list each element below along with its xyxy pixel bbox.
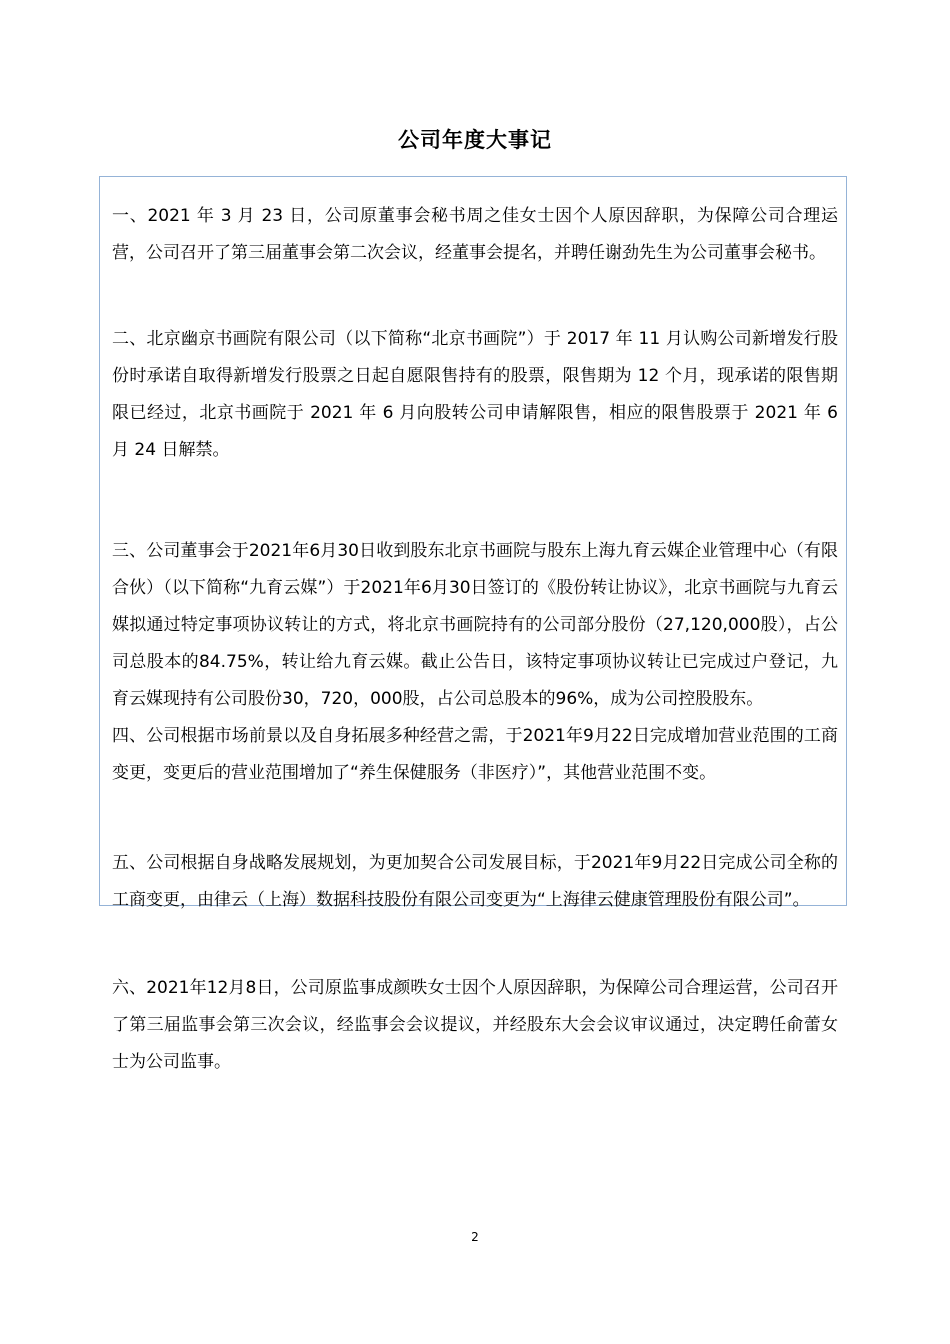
- page-number: 2: [471, 1230, 479, 1244]
- event-paragraph-5: 五、公司根据自身战略发展规划，为更加契合公司发展目标，于2021年9月22日完成公司全称的工商变更，由律云（上海）数据科技股份有限公司变更为“上海律云健康管理股份有限公司”。: [112, 853, 838, 910]
- events-frame: [99, 176, 847, 1072]
- event-paragraph-1: 一、2021 年 3 月 23 日，公司原董事会秘书周之佳女士因个人原因辞职，为保障公司合理运营，公司召开了第三届董事会第二次会议，经董事会提名，并聘任谢劲先生为公司董事会秘书。: [112, 206, 838, 263]
- event-paragraph-3: 三、公司董事会于2021年6月30日收到股东北京书画院与股东上海九育云媒企业管理中心（有限合伙）（以下简称“九育云媒”）于2021年6月30日签订的《股份转让协议》，北京书画院与九育云媒拟通过特定事项协议转让的方式，将北京书画院持有的公司部分股份（27,120,000股），占公司总股本的84.75%，转让给九育云媒。截止公告日，该特定事项协议转让已完成过户登记，九育云媒现持有公司股份30，720，000股，占公司总股本的96%，成为公司控股股东。: [112, 541, 838, 709]
- event-paragraph-2: 二、北京幽京书画院有限公司（以下简称“北京书画院”）于 2017 年 11 月认购公司新增发行股份时承诺自取得新增发行股票之日起自愿限售持有的股票，限售期为 12 个月，现承诺的限售期限已经过，北京书画院于 2021 年 6 月向股转公司申请解限售，相应的限售股票于 2021 年 6 月 24 日解禁。: [112, 329, 838, 460]
- page-title: 公司年度大事记: [398, 128, 552, 152]
- event-paragraph-4: 四、公司根据市场前景以及自身拓展多种经营之需，于2021年9月22日完成增加营业范围的工商变更，变更后的营业范围增加了“养生保健服务（非医疗）”，其他营业范围不变。: [112, 726, 838, 783]
- event-paragraph-6: 六、2021年12月8日，公司原监事成颜昳女士因个人原因辞职，为保障公司合理运营，公司召开了第三届监事会第三次会议，经监事会会议提议，并经股东大会会议审议通过，决定聘任俞蕾女士为公司监事。: [112, 978, 838, 1072]
